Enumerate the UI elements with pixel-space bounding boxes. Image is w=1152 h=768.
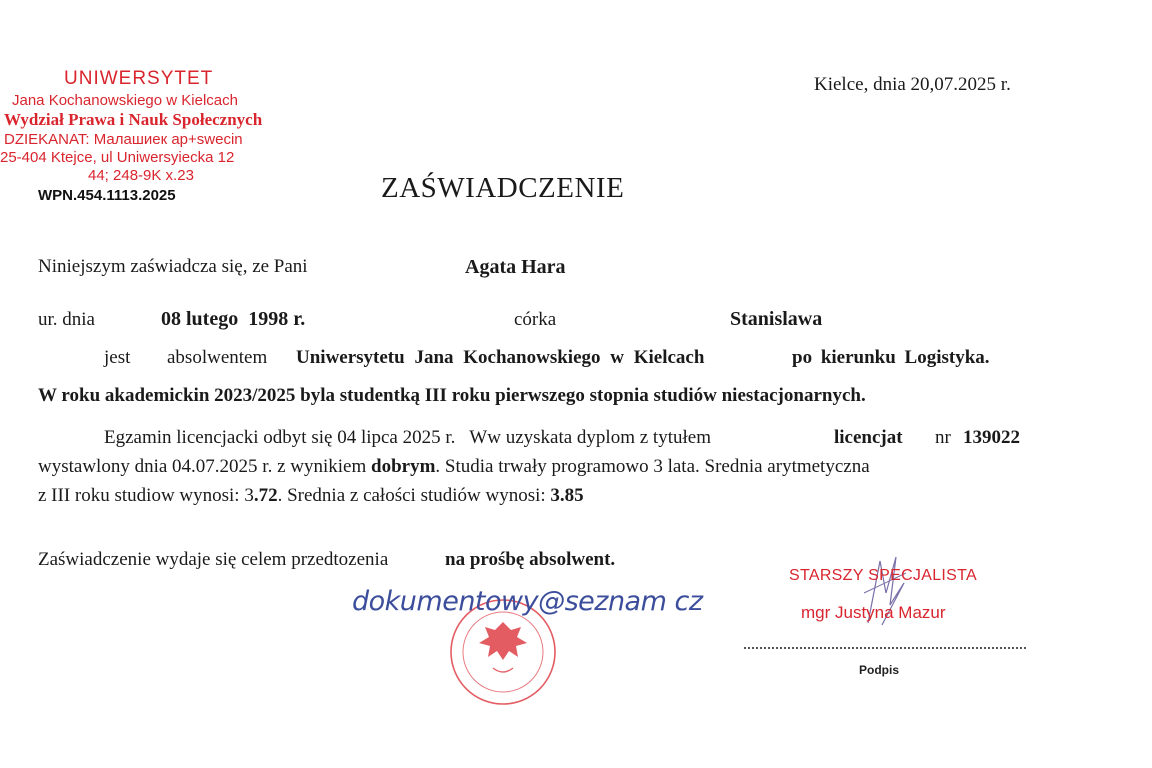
duration-text: . Studia trwały programowo 3 lata. Srednia arytmetyczna: [435, 456, 870, 477]
study-period: W roku akademickin 2023/2025 byla studentką III roku pierwszego stopnia studiów niestacjonarnych.: [38, 385, 866, 406]
signature-line: [744, 647, 1026, 649]
stamp-line: 44; 248-9K x.23: [88, 167, 194, 184]
stamp-line: Jana Kochanowskiego w Kielcach: [12, 92, 238, 109]
purpose-bold: na prośbę absolwent.: [445, 549, 616, 570]
signatory-title: STARSZY SPECJALISTA: [789, 567, 977, 584]
signature-label: Podpis: [859, 663, 900, 677]
diploma-nr-label: nr: [935, 427, 951, 448]
daughter-label: córka: [514, 309, 557, 330]
stamp-line: 25-404 Ktejce, ul Uniwersyiecka 12: [0, 149, 235, 166]
result-line: [38, 456, 870, 478]
purpose-text: Zaświadczenie wydaje się celem przedtozenia: [38, 549, 389, 570]
signatory-name: mgr Justyna Mazur: [801, 603, 946, 622]
place-date: Kielce, dnia 20,07.2025 r.: [814, 74, 1011, 95]
university-name: Uniwersytetu Jana Kochanowskiego w Kielcach: [296, 347, 705, 368]
stamp-line: DZIEKANAT: Малашиек ap+swecin: [4, 131, 243, 148]
born-label: ur. dnia: [38, 309, 95, 330]
average-text: z III roku studiow wynosi: 3: [38, 485, 254, 506]
para1-jest: jest: [104, 347, 131, 368]
issued-text: wystawlony dnia 04.07.2025 r. z wynikiem: [38, 456, 367, 477]
handwritten-email: dokumentowy@seznam cz: [352, 586, 703, 617]
result-grade: dobrym: [371, 456, 436, 477]
exam-text: Egzamin licencjacki odbyt się 04 lipca 2025 r. Ww uzyskata dyplom z tytułem: [104, 427, 711, 448]
overall-text: . Srednia z całości studiów wynosi:: [277, 485, 551, 506]
intro-text: Niniejszym zaświadcza się, ze Pani: [38, 256, 308, 277]
average-line: [38, 485, 584, 507]
reference-number: WPN.454.1113.2025: [38, 187, 176, 204]
diploma-number: 139022: [963, 427, 1020, 448]
third-year-average: .72: [253, 485, 278, 506]
stamp-line: Wydział Prawa i Nauk Społecznych: [4, 110, 263, 129]
field-of-study: po kierunku Logistyka.: [792, 347, 990, 368]
para1-absolwentem: absolwentem: [167, 347, 268, 368]
diploma-title: licencjat: [834, 427, 903, 448]
parent-name: Stanislawa: [730, 308, 823, 330]
stamp-line: UNIWERSYTET: [64, 68, 214, 89]
person-name: Agata Hara: [465, 256, 566, 278]
birth-date: 08 lutego 1998 r.: [161, 308, 306, 330]
overall-average: 3.85: [550, 485, 584, 506]
document-title: ZAŚWIADCZENIE: [381, 172, 625, 204]
